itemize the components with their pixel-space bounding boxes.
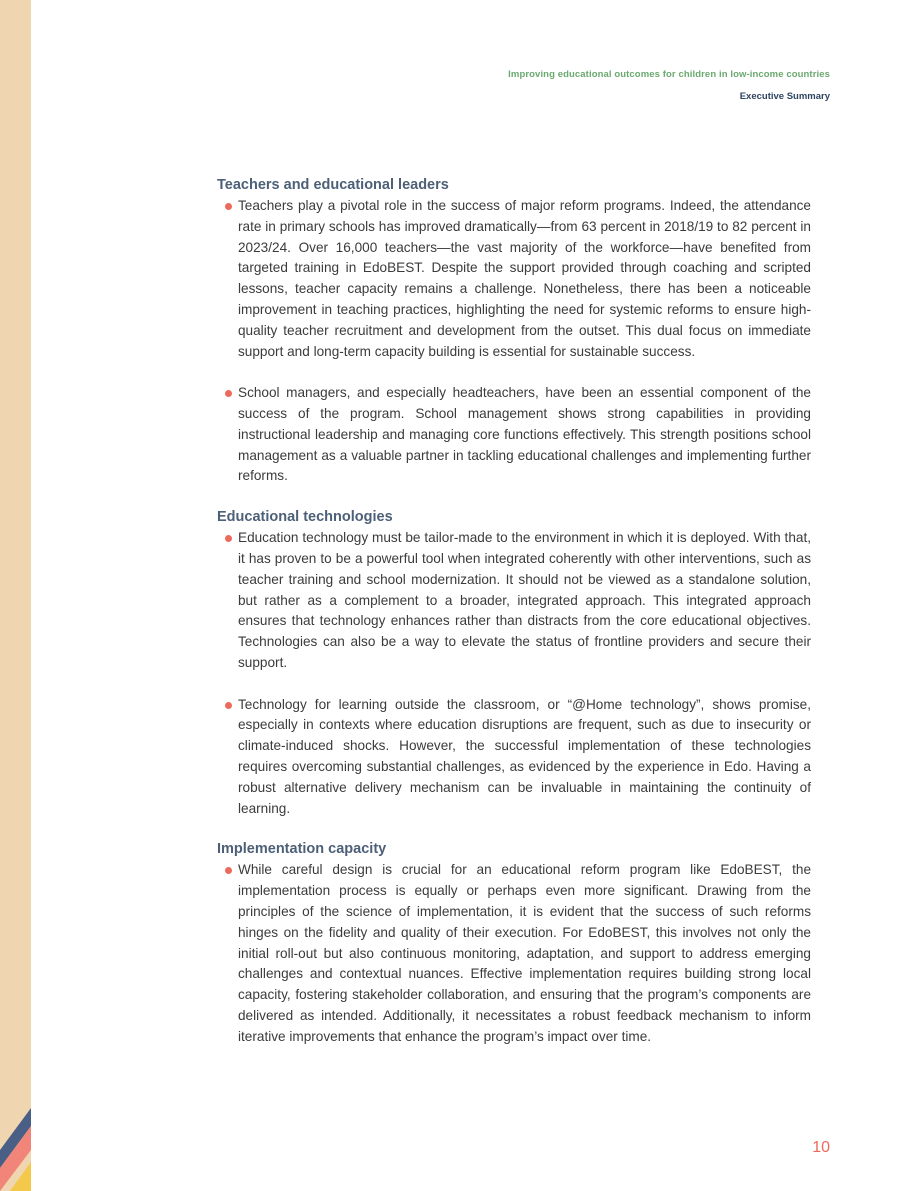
section-teachers (217, 175, 811, 487)
running-title: Improving educational outcomes for children in low-income countries (508, 69, 830, 80)
section-heading: Educational technologies (217, 509, 393, 526)
bullet-item (217, 196, 811, 362)
running-section: Executive Summary (739, 91, 830, 102)
corner-stripes-decoration (0, 1100, 31, 1191)
bullet-text: Teachers play a pivotal role in the success of major reform programs. Indeed, the attendance rate in primary schools has improved dramatically—from 63 percent in 2018/19 to 82 percent in 2023/24. Over 16,000 teachers—the vast majority of the workforce—have benefited from targeted training in EdoBEST. Despite the support provided through coaching and scripted lessons, teacher capacity remains a challenge. Nonetheless, there has been a noticeable improvement in teaching practices, highlighting the need for systemic reforms to ensure high-quality teacher recruitment and development from the outset. This dual focus on immediate support and long-term capacity building is essential for sustainable success. (238, 198, 811, 359)
side-decorative-band (0, 0, 31, 1191)
section-heading: Implementation capacity (217, 841, 387, 858)
bullet-item (217, 383, 811, 487)
main-content (217, 175, 811, 1067)
page-number: 10 (812, 1139, 830, 1156)
section-edtech (217, 507, 811, 819)
section-implementation (217, 839, 811, 1047)
bullet-dot-icon (225, 867, 232, 874)
bullet-item (217, 528, 811, 674)
bullet-list (217, 528, 811, 819)
bullet-text: Technology for learning outside the classroom, or “@Home technology”, shows promise, especially in contexts where education disruptions are frequent, such as due to insecurity or climate-induced shocks. However, the successful implementation of these technologies requires overcoming substantial challenges, as evidenced by the experience in Edo. Having a robust alternative delivery mechanism can be invaluable in maintaining the continuity of learning. (238, 696, 811, 816)
bullet-list (217, 196, 811, 487)
bullet-text: School managers, and especially headteachers, have been an essential component of the success of the program. School management shows strong capabilities in providing instructional leadership and managing core functions effectively. This strength positions school management as a valuable partner in tackling educational challenges and implementing further reforms. (238, 385, 811, 484)
bullet-text: While careful design is crucial for an educational reform program like EdoBEST, the implementation process is equally or perhaps even more significant. Drawing from the principles of the science of implementation, it is evident that the success of such reforms hinges on the fidelity and quality of their execution. For EdoBEST, this involves not only the initial roll-out but also continuous monitoring, adaptation, and support to address emerging challenges and contextual nuances. Effective implementation requires building strong local capacity, fostering stakeholder collaboration, and ensuring that the program’s components are delivered as intended. Additionally, it necessitates a robust feedback mechanism to inform iterative improvements that enhance the program’s impact over time. (238, 862, 811, 1044)
section-heading: Teachers and educational leaders (217, 177, 449, 193)
bullet-text: Education technology must be tailor-made to the environment in which it is deployed. With that, it has proven to be a powerful tool when integrated coherently with other interventions, such as teacher training and school modernization. It should not be viewed as a standalone solution, but rather as a complement to a broader, integrated approach. This integrated approach ensures that technology enhances rather than distracts from the core educational objectives. Technologies can also be a way to elevate the status of frontline providers and secure their support. (238, 530, 811, 670)
bullet-dot-icon (225, 203, 232, 210)
bullet-dot-icon (225, 702, 232, 709)
bullet-list (217, 860, 811, 1047)
bullet-dot-icon (225, 390, 232, 397)
bullet-dot-icon (225, 535, 232, 542)
bullet-item (217, 695, 811, 820)
bullet-item (217, 860, 811, 1047)
